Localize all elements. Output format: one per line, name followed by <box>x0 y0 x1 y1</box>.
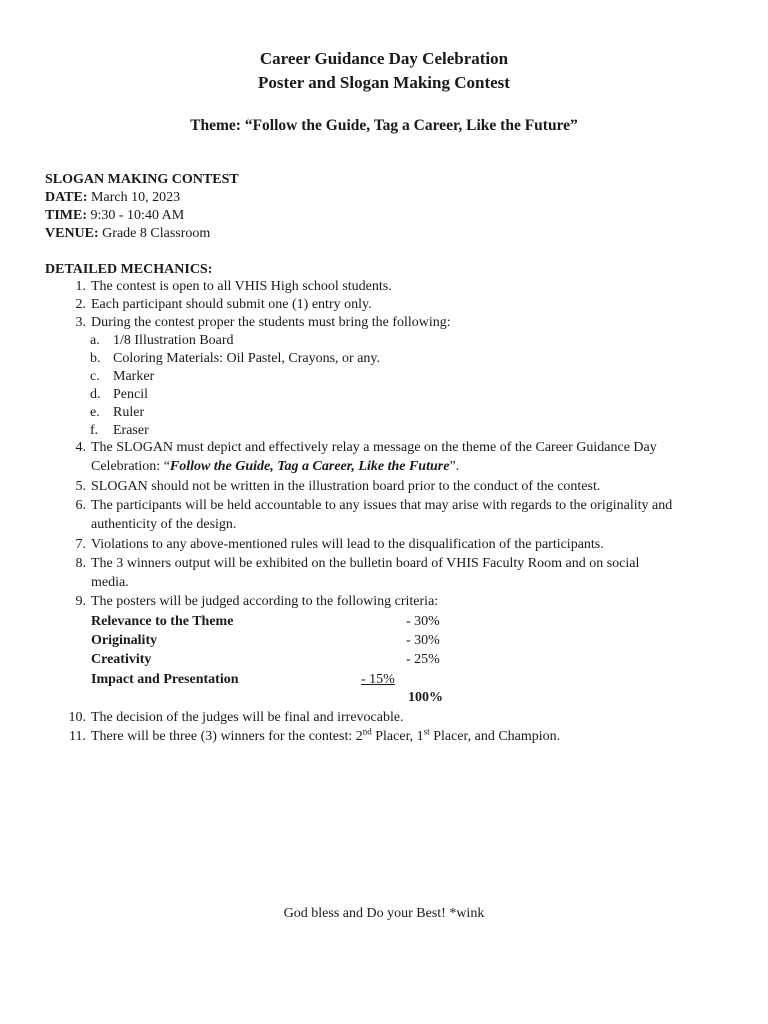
theme-quote-pre: Celebration: “ <box>91 459 170 474</box>
time-line <box>45 208 184 224</box>
winners-text-c: Placer, and Champion. <box>429 729 561 744</box>
sub-item: Eraser <box>113 423 149 438</box>
sub-letter: d. <box>90 387 101 402</box>
list-item-continued: authenticity of the design. <box>91 517 237 532</box>
winners-text-b: Placer, 1 <box>371 729 424 744</box>
list-item: The participants will be held accountable to any issues that may arise with regards to the originality and <box>91 498 673 513</box>
sub-letter: f. <box>90 423 99 438</box>
criterion-label: Relevance to the Theme <box>91 614 234 629</box>
criterion-weight: - 25% <box>406 652 440 667</box>
theme-line: Theme: “Follow the Guide, Tag a Career, Like the Future” <box>190 117 578 134</box>
list-item: The decision of the judges will be final and irrevocable. <box>91 710 404 725</box>
list-number: 5. <box>75 479 86 494</box>
criterion-weight: - 30% <box>406 614 440 629</box>
sub-letter: a. <box>90 333 100 348</box>
list-number: 1. <box>75 279 86 294</box>
footer-note: God bless and Do your Best! *wink <box>283 906 485 921</box>
list-number: 7. <box>75 537 86 552</box>
criterion-label: Impact and Presentation <box>91 672 239 687</box>
theme-quote: Follow the Guide, Tag a Career, Like the Future <box>169 459 450 474</box>
criteria-total: 100% <box>408 690 443 705</box>
list-item-continued: media. <box>91 575 129 590</box>
date-label: DATE: <box>45 190 88 205</box>
winners-text-a: There will be three (3) winners for the contest: 2 <box>91 729 363 744</box>
document-title: Career Guidance Day Celebration <box>259 49 509 68</box>
sub-item: 1/8 Illustration Board <box>113 333 234 348</box>
list-item: The posters will be judged according to the following criteria: <box>91 594 439 609</box>
list-item: During the contest proper the students must bring the following: <box>91 315 451 330</box>
list-item <box>91 726 561 745</box>
list-number: 10. <box>68 710 86 725</box>
criterion-weight: - 15% <box>361 672 395 687</box>
sub-letter: b. <box>90 351 101 366</box>
list-number: 11. <box>69 729 86 744</box>
sub-item: Pencil <box>113 387 148 402</box>
criterion-label: Originality <box>91 633 158 648</box>
list-item: The SLOGAN must depict and effectively relay a message on the theme of the Career Guidance Day <box>91 440 657 455</box>
sub-letter: c. <box>90 369 100 384</box>
venue-value: Grade 8 Classroom <box>98 226 211 241</box>
list-number: 3. <box>75 315 86 330</box>
criterion-label: Creativity <box>91 652 152 667</box>
list-number: 2. <box>75 297 86 312</box>
time-label: TIME: <box>45 208 87 223</box>
criterion-weight: - 30% <box>406 633 440 648</box>
mechanics-heading: DETAILED MECHANICS: <box>45 262 213 277</box>
sub-item: Ruler <box>113 405 145 420</box>
venue-label: VENUE: <box>45 226 99 241</box>
section-heading: SLOGAN MAKING CONTEST <box>45 172 239 187</box>
sub-item: Coloring Materials: Oil Pastel, Crayons, or any. <box>113 351 380 366</box>
time-value: 9:30 - 10:40 AM <box>87 208 185 223</box>
date-value: March 10, 2023 <box>87 190 181 205</box>
list-item: SLOGAN should not be written in the illustration board prior to the conduct of the contest. <box>91 479 601 494</box>
sub-item: Marker <box>113 369 155 384</box>
list-item: Violations to any above-mentioned rules will lead to the disqualification of the participants. <box>91 537 604 552</box>
ordinal-suffix: nd <box>362 726 372 737</box>
list-number: 8. <box>75 556 86 571</box>
list-item: Each participant should submit one (1) entry only. <box>91 297 372 312</box>
venue-line <box>45 226 210 242</box>
list-number: 6. <box>75 498 86 513</box>
list-number: 4. <box>75 440 86 455</box>
list-item: The contest is open to all VHIS High school students. <box>91 279 392 294</box>
ordinal-suffix: st <box>423 726 430 737</box>
date-line <box>45 190 180 206</box>
list-item: The 3 winners output will be exhibited on the bulletin board of VHIS Faculty Room and on social <box>91 556 640 571</box>
sub-letter: e. <box>90 405 100 420</box>
document-subtitle: Poster and Slogan Making Contest <box>258 73 510 92</box>
list-item-continued <box>91 459 459 475</box>
theme-quote-post: ”. <box>449 459 460 474</box>
list-number: 9. <box>75 594 86 609</box>
